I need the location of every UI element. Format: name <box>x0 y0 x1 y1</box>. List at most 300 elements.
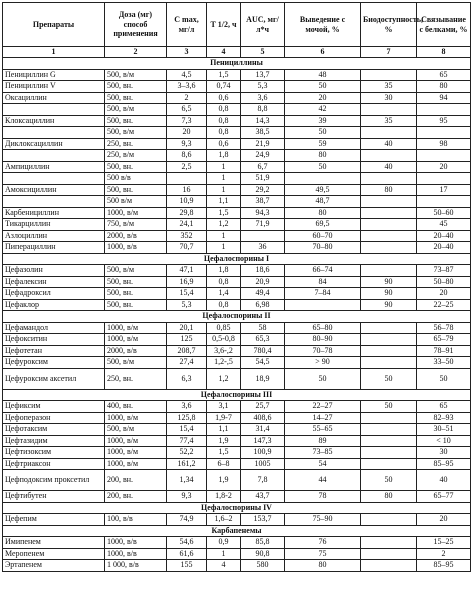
dose-cell: 500, вн. <box>105 184 167 196</box>
value-cell: 45 <box>417 219 471 231</box>
value-cell: 50–80 <box>417 276 471 288</box>
value-cell: 20 <box>167 127 207 139</box>
value-cell: < 10 <box>417 435 471 447</box>
value-cell: 1,9 <box>207 470 241 491</box>
value-cell: 7–84 <box>285 288 361 300</box>
value-cell: 75–90 <box>285 514 361 526</box>
header-row <box>3 3 471 47</box>
value-cell: 14,3 <box>241 115 285 127</box>
value-cell: 1,2-,5 <box>207 357 241 369</box>
value-cell: 43,7 <box>241 491 285 503</box>
drug-name-cell <box>3 127 105 139</box>
value-cell <box>361 207 417 219</box>
value-cell <box>361 334 417 346</box>
column-number: 1 <box>3 47 105 58</box>
value-cell: 1 <box>207 242 241 254</box>
value-cell: 90 <box>361 288 417 300</box>
value-cell: 94,3 <box>241 207 285 219</box>
value-cell: 80–90 <box>285 334 361 346</box>
value-cell: 5,3 <box>241 81 285 93</box>
value-cell: 50 <box>361 368 417 389</box>
column-header: Выведение с мочой, % <box>285 3 361 47</box>
dose-cell: 500 в/м <box>105 196 167 208</box>
section-header-row <box>3 525 471 537</box>
table-row <box>3 276 471 288</box>
value-cell <box>361 435 417 447</box>
value-cell: 1 <box>207 548 241 560</box>
dose-cell: 500, вн. <box>105 276 167 288</box>
table-row <box>3 447 471 459</box>
value-cell: 1,9-7 <box>207 412 241 424</box>
column-number: 8 <box>417 47 471 58</box>
dose-cell: 1000, в/в <box>105 548 167 560</box>
value-cell: 20–40 <box>417 242 471 254</box>
table-row <box>3 322 471 334</box>
value-cell: 0,6 <box>207 92 241 104</box>
table-row <box>3 491 471 503</box>
value-cell: 9,3 <box>167 138 207 150</box>
drug-name-cell <box>3 173 105 185</box>
value-cell: 4 <box>207 560 241 572</box>
value-cell: 1 <box>207 161 241 173</box>
value-cell: 40 <box>417 470 471 491</box>
value-cell: 1,9 <box>207 435 241 447</box>
dose-cell: 200, вн. <box>105 491 167 503</box>
value-cell: 1 <box>207 173 241 185</box>
value-cell: 39 <box>285 115 361 127</box>
value-cell <box>361 219 417 231</box>
table-header <box>3 3 471 58</box>
value-cell: 20 <box>417 514 471 526</box>
table-row <box>3 69 471 81</box>
drug-name-cell: Цефалексин <box>3 276 105 288</box>
value-cell <box>361 458 417 470</box>
value-cell <box>241 230 285 242</box>
value-cell: 54 <box>285 458 361 470</box>
value-cell: 2 <box>417 548 471 560</box>
value-cell: 22–27 <box>285 401 361 413</box>
value-cell: 21,9 <box>241 138 285 150</box>
value-cell: 78 <box>285 491 361 503</box>
value-cell: 1,8 <box>207 265 241 277</box>
value-cell: 352 <box>167 230 207 242</box>
drug-name-cell: Цефподоксим проксетил <box>3 470 105 491</box>
value-cell: 1,5 <box>207 207 241 219</box>
section-header-row <box>3 253 471 265</box>
value-cell <box>361 173 417 185</box>
value-cell: 50 <box>285 161 361 173</box>
dose-cell: 500, в/м <box>105 127 167 139</box>
value-cell: 59 <box>285 138 361 150</box>
dose-cell: 400, вн. <box>105 401 167 413</box>
value-cell: 51,9 <box>241 173 285 185</box>
column-number: 6 <box>285 47 361 58</box>
value-cell: 65–79 <box>417 334 471 346</box>
dose-cell: 2000, в/в <box>105 345 167 357</box>
table-row <box>3 242 471 254</box>
dose-cell: 500, вн. <box>105 288 167 300</box>
value-cell: 153,7 <box>241 514 285 526</box>
table-row <box>3 470 471 491</box>
column-number: 3 <box>167 47 207 58</box>
column-number-row <box>3 47 471 58</box>
value-cell: 49,4 <box>241 288 285 300</box>
value-cell: 15–25 <box>417 537 471 549</box>
value-cell: 17 <box>417 184 471 196</box>
table-row <box>3 368 471 389</box>
value-cell: 80 <box>361 491 417 503</box>
value-cell: > 90 <box>285 357 361 369</box>
value-cell <box>361 265 417 277</box>
value-cell: 125 <box>167 334 207 346</box>
value-cell <box>361 150 417 162</box>
drug-name-cell <box>3 104 105 116</box>
value-cell: 18,9 <box>241 368 285 389</box>
value-cell: 20 <box>285 92 361 104</box>
value-cell: 58 <box>241 322 285 334</box>
dose-cell: 500, в/м <box>105 357 167 369</box>
value-cell: 29,2 <box>241 184 285 196</box>
dose-cell: 750, в/м <box>105 219 167 231</box>
value-cell: 408,6 <box>241 412 285 424</box>
value-cell <box>417 196 471 208</box>
value-cell: 18,6 <box>241 265 285 277</box>
value-cell: 90,8 <box>241 548 285 560</box>
dose-cell: 1000, в/м <box>105 447 167 459</box>
value-cell: 74,9 <box>167 514 207 526</box>
value-cell: 3–3,6 <box>167 81 207 93</box>
table-row <box>3 207 471 219</box>
value-cell: 100,9 <box>241 447 285 459</box>
value-cell: 77,4 <box>167 435 207 447</box>
value-cell: 69,5 <box>285 219 361 231</box>
value-cell: 70,7 <box>167 242 207 254</box>
value-cell <box>417 104 471 116</box>
value-cell: 80 <box>417 81 471 93</box>
table-row <box>3 104 471 116</box>
value-cell: 38,7 <box>241 196 285 208</box>
table-row <box>3 230 471 242</box>
value-cell: 15,4 <box>167 424 207 436</box>
section-header-row <box>3 502 471 514</box>
value-cell: 1,1 <box>207 196 241 208</box>
value-cell: 1,2 <box>207 219 241 231</box>
column-header: Доза (мг) способ применения <box>105 3 167 47</box>
value-cell: 2 <box>167 92 207 104</box>
column-header: Биодоступность, % <box>361 3 417 47</box>
drug-name-cell: Цефотетан <box>3 345 105 357</box>
drug-name-cell: Цефиксим <box>3 401 105 413</box>
table-row <box>3 299 471 311</box>
value-cell: 13,7 <box>241 69 285 81</box>
value-cell <box>361 69 417 81</box>
value-cell: 0,5-0,8 <box>207 334 241 346</box>
value-cell: 1 <box>207 184 241 196</box>
section-title: Цефалоспорины IV <box>3 502 471 514</box>
drug-name-cell: Имипенем <box>3 537 105 549</box>
value-cell: 80 <box>285 207 361 219</box>
dose-cell: 2000, в/в <box>105 230 167 242</box>
value-cell: 70–78 <box>285 345 361 357</box>
value-cell: 3,6 <box>167 401 207 413</box>
value-cell <box>361 424 417 436</box>
value-cell: 70–80 <box>285 242 361 254</box>
value-cell: 90 <box>361 276 417 288</box>
drug-name-cell: Цефотаксим <box>3 424 105 436</box>
value-cell: 6,98 <box>241 299 285 311</box>
value-cell: 47,1 <box>167 265 207 277</box>
value-cell: 3,6 <box>241 92 285 104</box>
table-row <box>3 435 471 447</box>
table-row <box>3 334 471 346</box>
value-cell: 49,5 <box>285 184 361 196</box>
value-cell: 65–77 <box>417 491 471 503</box>
drug-name-cell: Меропенем <box>3 548 105 560</box>
dose-cell: 500, в/м <box>105 265 167 277</box>
value-cell: 38,5 <box>241 127 285 139</box>
column-header: C max, мг/л <box>167 3 207 47</box>
value-cell: 5,3 <box>167 299 207 311</box>
drug-name-cell: Азлоциллин <box>3 230 105 242</box>
value-cell: 65 <box>417 69 471 81</box>
dose-cell: 1000, в/м <box>105 412 167 424</box>
dose-cell: 1000, в/м <box>105 207 167 219</box>
dose-cell: 200, вн. <box>105 470 167 491</box>
value-cell: 16,9 <box>167 276 207 288</box>
value-cell: 6–8 <box>207 458 241 470</box>
value-cell: 60–70 <box>285 230 361 242</box>
value-cell: 78–91 <box>417 345 471 357</box>
drug-name-cell: Цефамандол <box>3 322 105 334</box>
drug-name-cell: Пенициллин G <box>3 69 105 81</box>
value-cell: 40 <box>361 138 417 150</box>
dose-cell: 500, вн. <box>105 115 167 127</box>
value-cell: 50 <box>285 368 361 389</box>
dose-cell: 500, в/м <box>105 424 167 436</box>
value-cell <box>285 299 361 311</box>
value-cell: 90 <box>361 299 417 311</box>
dose-cell: 1000, в/м <box>105 458 167 470</box>
value-cell: 1,5 <box>207 69 241 81</box>
value-cell <box>361 447 417 459</box>
value-cell: 0,8 <box>207 127 241 139</box>
value-cell: 42 <box>285 104 361 116</box>
column-header: Связывание с белками, % <box>417 3 471 47</box>
value-cell: 0,6 <box>207 138 241 150</box>
dose-cell: 1000, в/м <box>105 322 167 334</box>
value-cell: 65,3 <box>241 334 285 346</box>
table-row <box>3 81 471 93</box>
value-cell: 75 <box>285 548 361 560</box>
value-cell: 65 <box>417 401 471 413</box>
table-row <box>3 537 471 549</box>
value-cell: 30 <box>361 92 417 104</box>
value-cell: 1,4 <box>207 288 241 300</box>
value-cell: 20 <box>417 161 471 173</box>
value-cell: 84 <box>285 276 361 288</box>
table-row <box>3 92 471 104</box>
value-cell: 48,7 <box>285 196 361 208</box>
value-cell: 0,8 <box>207 104 241 116</box>
drug-name-cell: Амоксициллин <box>3 184 105 196</box>
value-cell: 48 <box>285 69 361 81</box>
section-header-row <box>3 389 471 401</box>
table-row <box>3 196 471 208</box>
value-cell: 24,1 <box>167 219 207 231</box>
value-cell: 0,85 <box>207 322 241 334</box>
drug-name-cell: Клоксациллин <box>3 115 105 127</box>
value-cell: 7,8 <box>241 470 285 491</box>
dose-cell: 250, вн. <box>105 138 167 150</box>
value-cell: 14–27 <box>285 412 361 424</box>
value-cell: 20,1 <box>167 322 207 334</box>
value-cell: 85,8 <box>241 537 285 549</box>
value-cell: 50 <box>361 470 417 491</box>
value-cell <box>361 560 417 572</box>
value-cell: 80 <box>361 184 417 196</box>
column-number: 4 <box>207 47 241 58</box>
dose-cell: 1000, в/в <box>105 537 167 549</box>
table-row <box>3 138 471 150</box>
value-cell: 35 <box>361 81 417 93</box>
value-cell: 20–40 <box>417 230 471 242</box>
value-cell <box>417 127 471 139</box>
table-row <box>3 288 471 300</box>
value-cell <box>361 537 417 549</box>
value-cell: 20,9 <box>241 276 285 288</box>
value-cell: 98 <box>417 138 471 150</box>
drug-name-cell: Цефтизоксим <box>3 447 105 459</box>
pharmacokinetics-table <box>2 2 471 572</box>
value-cell: 6,5 <box>167 104 207 116</box>
drug-name-cell: Цефтазидим <box>3 435 105 447</box>
drug-name-cell: Цефоперазон <box>3 412 105 424</box>
section-header-row <box>3 58 471 70</box>
section-title: Пенициллины <box>3 58 471 70</box>
drug-name-cell: Цефтибутен <box>3 491 105 503</box>
value-cell: 16 <box>167 184 207 196</box>
value-cell: 50 <box>285 81 361 93</box>
value-cell: 0,74 <box>207 81 241 93</box>
value-cell: 1,34 <box>167 470 207 491</box>
value-cell: 95 <box>417 115 471 127</box>
drug-name-cell: Диклоксациллин <box>3 138 105 150</box>
table-body <box>3 58 471 572</box>
value-cell: 3,1 <box>207 401 241 413</box>
value-cell: 8,8 <box>241 104 285 116</box>
value-cell: 55–65 <box>285 424 361 436</box>
dose-cell: 500, вн. <box>105 161 167 173</box>
value-cell: 73–85 <box>285 447 361 459</box>
section-title: Цефалоспорины I <box>3 253 471 265</box>
value-cell: 40 <box>361 161 417 173</box>
dose-cell: 500, вн. <box>105 81 167 93</box>
value-cell <box>361 514 417 526</box>
drug-name-cell: Ампициллин <box>3 161 105 173</box>
column-header: T 1/2, ч <box>207 3 241 47</box>
column-header: AUC, мг/л*ч <box>241 3 285 47</box>
drug-name-cell: Оксациллин <box>3 92 105 104</box>
drug-name-cell: Эртапенем <box>3 560 105 572</box>
value-cell <box>361 104 417 116</box>
value-cell: 61,6 <box>167 548 207 560</box>
drug-name-cell: Цефадроксил <box>3 288 105 300</box>
table-row <box>3 161 471 173</box>
dose-cell: 1000, в/м <box>105 334 167 346</box>
value-cell: 1,8-2 <box>207 491 241 503</box>
table-row <box>3 127 471 139</box>
value-cell: 24,9 <box>241 150 285 162</box>
value-cell: 7,3 <box>167 115 207 127</box>
dose-cell: 1000, в/в <box>105 242 167 254</box>
value-cell: 82–93 <box>417 412 471 424</box>
value-cell: 50 <box>361 401 417 413</box>
drug-name-cell: Цефуроксим <box>3 357 105 369</box>
value-cell <box>361 322 417 334</box>
value-cell: 71,9 <box>241 219 285 231</box>
value-cell: 44 <box>285 470 361 491</box>
drug-name-cell: Пиперациллин <box>3 242 105 254</box>
value-cell: 30–51 <box>417 424 471 436</box>
drug-name-cell: Тикарциллин <box>3 219 105 231</box>
value-cell: 27,4 <box>167 357 207 369</box>
value-cell <box>417 150 471 162</box>
value-cell: 161,2 <box>167 458 207 470</box>
value-cell: 80 <box>285 560 361 572</box>
table-row <box>3 184 471 196</box>
value-cell <box>167 173 207 185</box>
value-cell: 80 <box>285 150 361 162</box>
value-cell: 125,8 <box>167 412 207 424</box>
value-cell: 0,8 <box>207 276 241 288</box>
value-cell: 2,5 <box>167 161 207 173</box>
value-cell: 22–25 <box>417 299 471 311</box>
column-number: 5 <box>241 47 285 58</box>
value-cell: 0,9 <box>207 537 241 549</box>
value-cell: 76 <box>285 537 361 549</box>
dose-cell: 500, в/м <box>105 104 167 116</box>
table-row <box>3 150 471 162</box>
section-title: Цефалоспорины III <box>3 389 471 401</box>
value-cell: 50–60 <box>417 207 471 219</box>
value-cell: 31,4 <box>241 424 285 436</box>
table-row <box>3 424 471 436</box>
value-cell: 52,2 <box>167 447 207 459</box>
value-cell <box>361 127 417 139</box>
value-cell: 1,1 <box>207 424 241 436</box>
value-cell: 65–80 <box>285 322 361 334</box>
value-cell: 50 <box>285 127 361 139</box>
value-cell <box>417 173 471 185</box>
table-row <box>3 173 471 185</box>
table-row <box>3 548 471 560</box>
value-cell: 1,5 <box>207 447 241 459</box>
value-cell: 85–95 <box>417 458 471 470</box>
dose-cell: 100, в/в <box>105 514 167 526</box>
value-cell: 30 <box>417 447 471 459</box>
value-cell: 6,3 <box>167 368 207 389</box>
dose-cell: 500, вн. <box>105 299 167 311</box>
section-header-row <box>3 311 471 323</box>
drug-name-cell: Цефепим <box>3 514 105 526</box>
drug-name-cell: Цефтриаксон <box>3 458 105 470</box>
dose-cell: 500, вн. <box>105 92 167 104</box>
value-cell <box>361 196 417 208</box>
table-row <box>3 345 471 357</box>
value-cell: 85–95 <box>417 560 471 572</box>
column-number: 7 <box>361 47 417 58</box>
table-row <box>3 401 471 413</box>
